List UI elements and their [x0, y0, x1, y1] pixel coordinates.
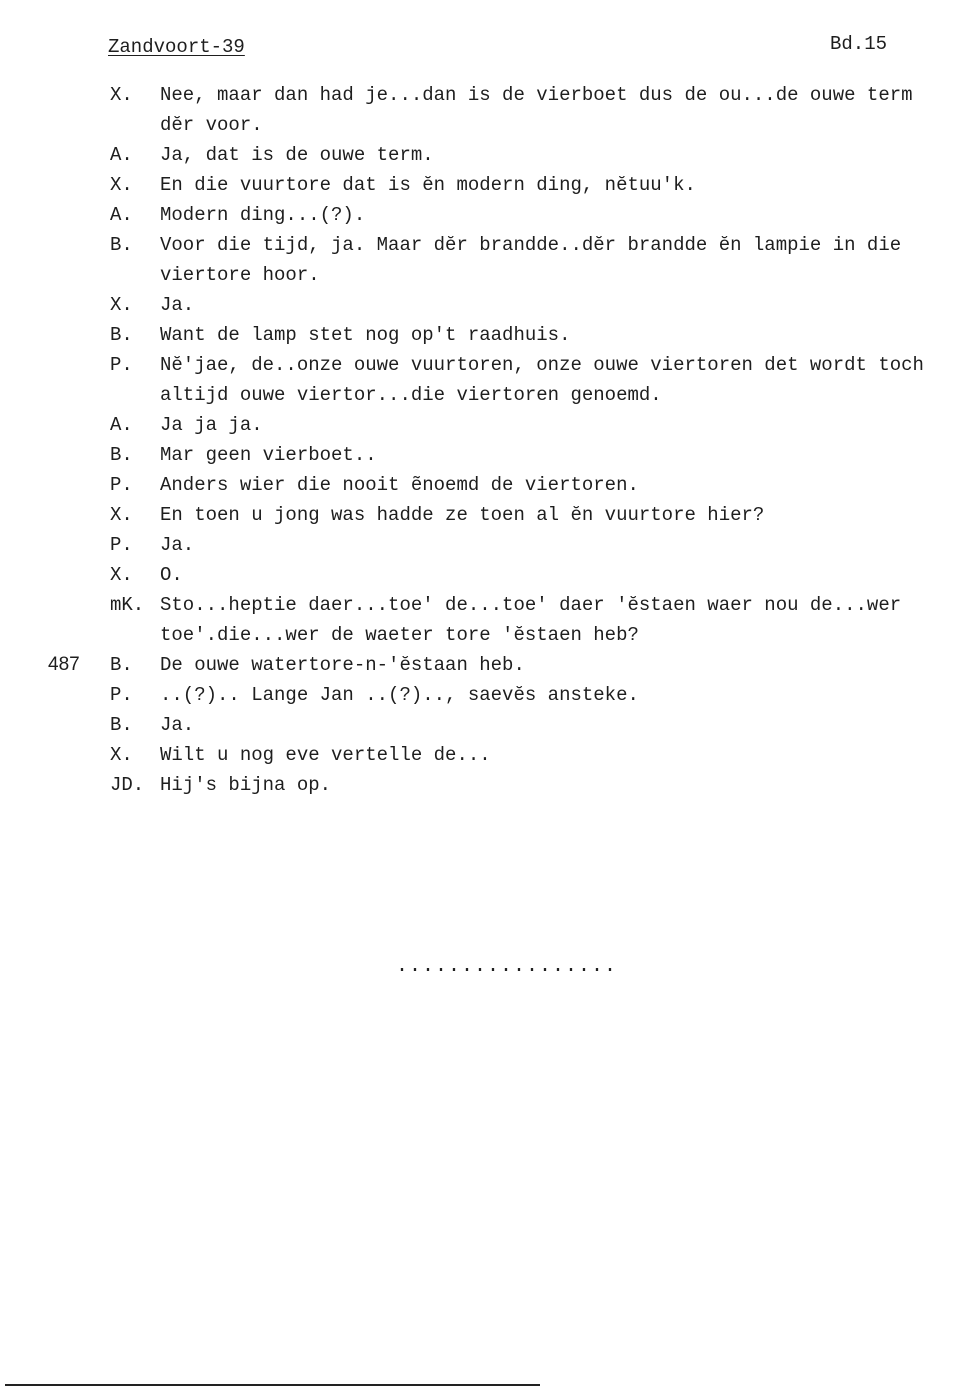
transcript-line	[0, 470, 979, 500]
speaker-label: X.	[110, 84, 133, 106]
utterance-text: Ja, dat is de ouwe term.	[160, 144, 434, 166]
transcript-line	[0, 530, 979, 560]
line-number: 487	[48, 654, 80, 675]
transcript-line	[0, 380, 979, 410]
utterance-text: Mar geen vierboet..	[160, 444, 377, 466]
transcript-line	[0, 680, 979, 710]
transcript-line	[0, 140, 979, 170]
speaker-label: X.	[110, 504, 133, 526]
utterance-text: Wilt u nog eve vertelle de...	[160, 744, 491, 766]
speaker-label: P.	[110, 684, 133, 706]
speaker-label: X.	[110, 294, 133, 316]
utterance-text: Anders wier die nooit ẽnoemd de viertoren.	[160, 474, 639, 496]
utterance-text: En toen u jong was hadde ze toen al ĕn vuurtore hier?	[160, 504, 765, 526]
speaker-label: P.	[110, 534, 133, 556]
transcript-line	[0, 230, 979, 260]
transcript-lines	[0, 80, 979, 800]
speaker-label: JD.	[110, 774, 145, 796]
transcript-line	[0, 560, 979, 590]
utterance-text: dĕr voor.	[160, 114, 263, 136]
transcript-line	[0, 740, 979, 770]
utterance-text: altijd ouwe viertor...die viertoren genoemd.	[160, 384, 662, 406]
transcript-line	[0, 440, 979, 470]
speaker-label: A.	[110, 204, 133, 226]
transcript-line	[0, 80, 979, 110]
utterance-text: En die vuurtore dat is ĕn modern ding, nĕtuu'k.	[160, 174, 696, 196]
speaker-label: B.	[110, 654, 133, 676]
speaker-label: A.	[110, 144, 133, 166]
speaker-label: X.	[110, 564, 133, 586]
transcript-line	[0, 200, 979, 230]
utterance-text: Ja ja ja.	[160, 414, 263, 436]
utterance-text: Nĕ'jae, de..onze ouwe vuurtoren, onze ouwe viertoren det wordt toch	[160, 354, 924, 376]
transcript-line	[0, 170, 979, 200]
utterance-text: viertore hoor.	[160, 264, 320, 286]
speaker-label: X.	[110, 174, 133, 196]
utterance-text: Nee, maar dan had je...dan is de vierboet dus de ou...de ouwe term	[160, 84, 913, 106]
utterance-text: O.	[160, 564, 183, 586]
transcript-line	[0, 260, 979, 290]
transcript-line	[0, 500, 979, 530]
transcript-line	[0, 620, 979, 650]
speaker-label: X.	[110, 744, 133, 766]
utterance-text: Ja.	[160, 294, 195, 316]
utterance-text: De ouwe watertore-n-'ĕstaan heb.	[160, 654, 525, 676]
utterance-text: Voor die tijd, ja. Maar dĕr brandde..dĕr brandde ĕn lampie in die	[160, 234, 902, 256]
page-number: Bd.15	[830, 33, 888, 55]
speaker-label: B.	[110, 324, 133, 346]
speaker-label: P.	[110, 474, 133, 496]
utterance-text: Want de lamp stet nog op't raadhuis.	[160, 324, 571, 346]
end-separator: .................	[396, 955, 618, 978]
transcript-line	[0, 350, 979, 380]
transcript-line	[0, 290, 979, 320]
utterance-text: ..(?).. Lange Jan ..(?).., saevĕs ansteke.	[160, 684, 639, 706]
speaker-label: P.	[110, 354, 133, 376]
utterance-text: Sto...heptie daer...toe' de...toe' daer 'ĕstaen waer nou de...wer	[160, 594, 902, 616]
utterance-text: Hij's bijna op.	[160, 774, 332, 796]
utterance-text: Modern ding...(?).	[160, 204, 366, 226]
transcript-line	[0, 110, 979, 140]
utterance-text: Ja.	[160, 534, 195, 556]
speaker-label: B.	[110, 714, 133, 736]
transcript-line	[0, 650, 979, 680]
document-reference: Zandvoort-39	[108, 36, 245, 58]
transcript-line	[0, 770, 979, 800]
speaker-label: B.	[110, 444, 133, 466]
transcript-line	[0, 710, 979, 740]
speaker-label: mK.	[110, 594, 145, 616]
speaker-label: B.	[110, 234, 133, 256]
speaker-label: A.	[110, 414, 133, 436]
utterance-text: toe'.die...wer de waeter tore 'ĕstaen heb?	[160, 624, 639, 646]
transcript-line	[0, 590, 979, 620]
utterance-text: Ja.	[160, 714, 195, 736]
transcript-line	[0, 410, 979, 440]
transcript-line	[0, 320, 979, 350]
bottom-rule	[5, 1384, 540, 1386]
